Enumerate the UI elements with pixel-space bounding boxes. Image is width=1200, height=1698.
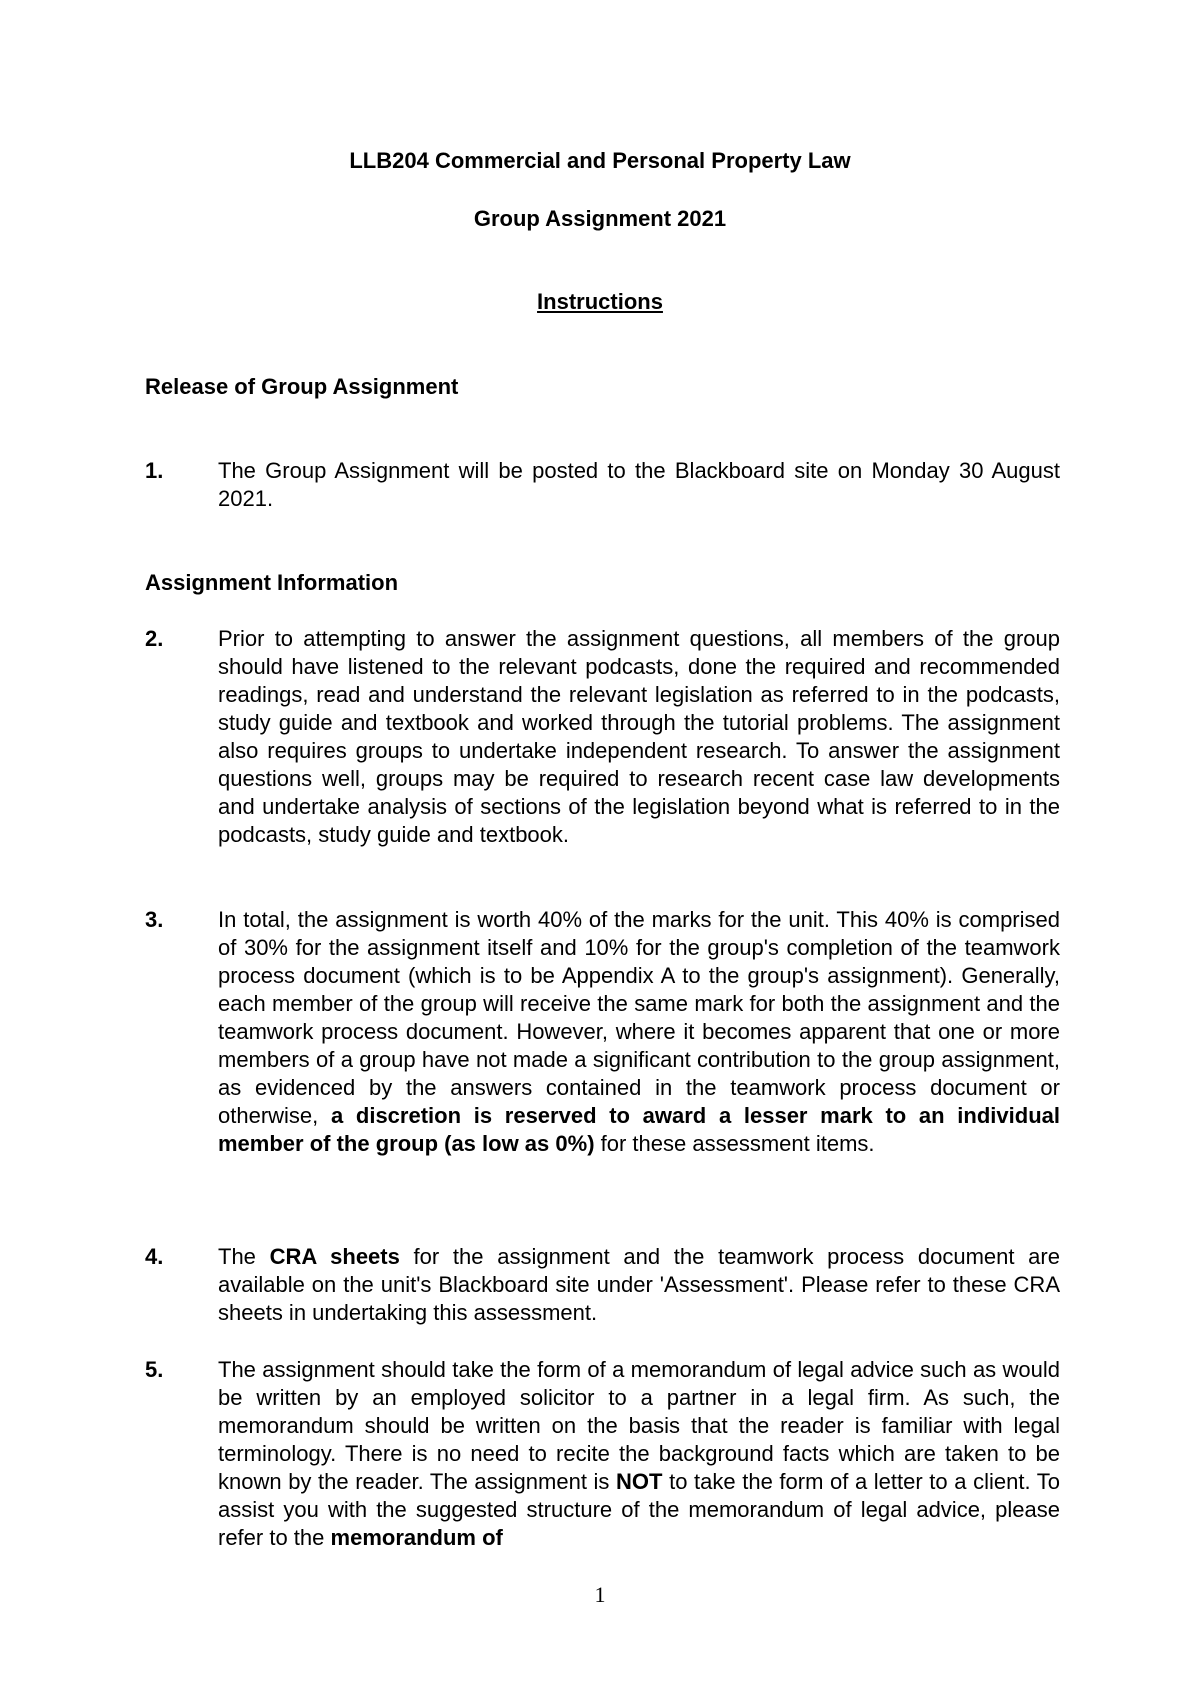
- release-heading: Release of Group Assignment: [145, 374, 459, 399]
- item-text: [218, 1243, 1060, 1327]
- info-heading: Assignment Information: [145, 570, 399, 595]
- item-number: 3.: [145, 907, 164, 932]
- item-text-emphasis: a discretion is reserved to award a lesser mark to an individual member of the group (as low as 0%): [218, 1103, 1060, 1156]
- item-number: 2.: [145, 626, 164, 651]
- item-text-part: The assignment should take the form of a memorandum of legal advice such as would be written by an employed solicitor to a partner in a legal firm. As such, the memorandum should be written on the basis that the reader is familiar with legal terminology. There is no need to recite the background facts which are taken to be known by the reader. The assignment is: [218, 1357, 1060, 1494]
- item-text-emphasis: CRA sheets: [269, 1244, 400, 1269]
- item-text-emphasis: memorandum of: [330, 1525, 503, 1550]
- page-number: 1: [594, 1582, 606, 1607]
- course-title: LLB204 Commercial and Personal Property Law: [349, 148, 851, 173]
- item-text-part: for these assessment items.: [594, 1131, 875, 1156]
- item-text-emphasis: NOT: [616, 1469, 663, 1494]
- item-text-part: In total, the assignment is worth 40% of the marks for the unit. This 40% is comprised of 30% for the assignment itself and 10% for the group's completion of the teamwork process document (which is to be Appendix A to the group's assignment). Generally, each member of the group will receive the same mark for both the assignment and the teamwork process document. However, where it becomes apparent that one or more members of a group have not made a significant contribution to the group assignment, as evidenced by the answers contained in the teamwork process document or otherwise,: [218, 907, 1060, 1128]
- item-text-part: for the assignment and the teamwork process document are available on the unit's Blackboard site under 'Assessment'. Please refer to these CRA sheets in undertaking this assessment.: [218, 1244, 1060, 1325]
- item-number: 5.: [145, 1357, 164, 1382]
- item-number: 1.: [145, 458, 164, 483]
- assignment-title: Group Assignment 2021: [473, 206, 727, 231]
- instructions-title-text: Instructions: [537, 289, 663, 314]
- item-text-part: to take the form of a letter to a client. To assist you with the suggested structure of the memorandum of legal advice, please refer to the: [218, 1469, 1061, 1550]
- item-text: [218, 1356, 1060, 1552]
- item-text-part: The: [218, 1244, 270, 1269]
- instructions-title: [0, 288, 1200, 316]
- item-number: 4.: [145, 1244, 164, 1269]
- item-text: Prior to attempting to answer the assignment questions, all members of the group should have listened to the relevant podcasts, done the required and recommended readings, read and understand the relevant legislation as referred to in the podcasts, study guide and textbook and worked through the tutorial problems. The assignment also requires groups to undertake independent research. To answer the assignment questions well, groups may be required to research recent case law developments and undertake analysis of sections of the legislation beyond what is referred to in the podcasts, study guide and textbook.: [218, 626, 1060, 847]
- item-text: [218, 906, 1060, 1158]
- item-text: The Group Assignment will be posted to the Blackboard site on Monday 30 August 2021.: [218, 458, 1060, 511]
